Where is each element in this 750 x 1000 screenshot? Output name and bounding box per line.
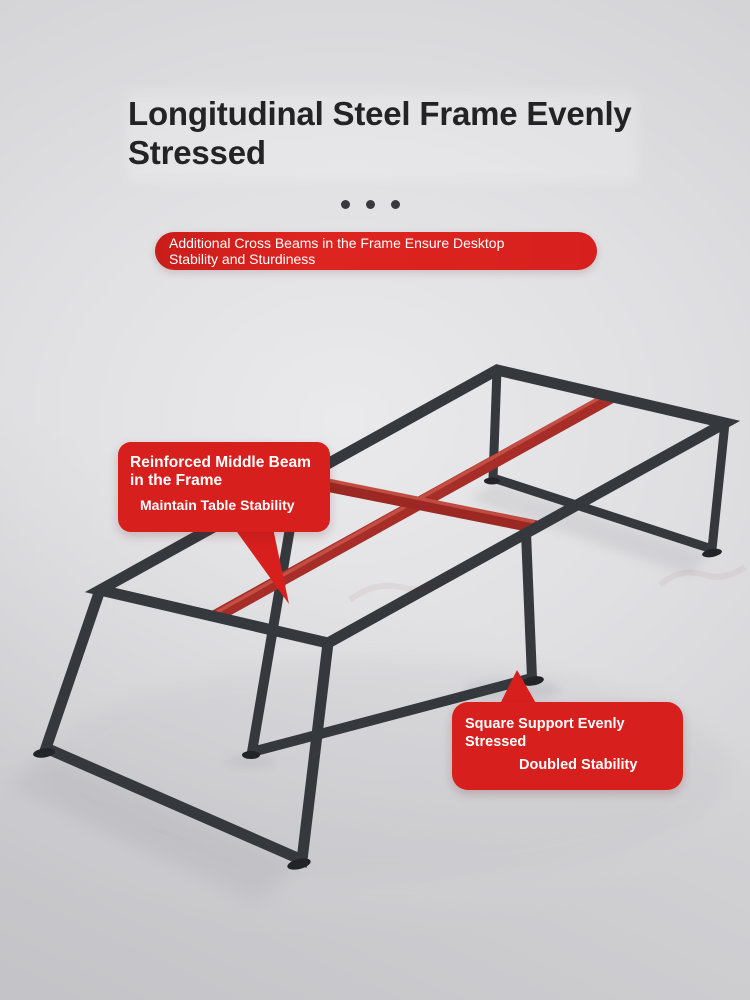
middle-beam-callout-line2: in the Frame [130,472,223,489]
foot-pad [484,478,500,485]
page-title-line1: Longitudinal Steel Frame Evenly [128,95,632,132]
page-title-line2: Stressed [128,134,266,171]
banner-line2: Stability and Sturdiness [169,251,316,267]
middle-beam-callout [118,442,330,532]
square-support-callout-line2: Stressed [465,734,527,750]
square-support-callout-note: Doubled Stability [519,757,638,773]
middle-beam-callout-line1: Reinforced Middle Beam [130,454,311,471]
banner-line1: Additional Cross Beams in the Frame Ensure Desktop [169,235,505,251]
square-support-callout-line1: Square Support Evenly [465,716,625,732]
floor-shadows [8,482,730,904]
square-support-callout [452,702,683,790]
foot-pad [242,751,260,759]
middle-beam-callout-note: Maintain Table Stability [140,497,295,513]
